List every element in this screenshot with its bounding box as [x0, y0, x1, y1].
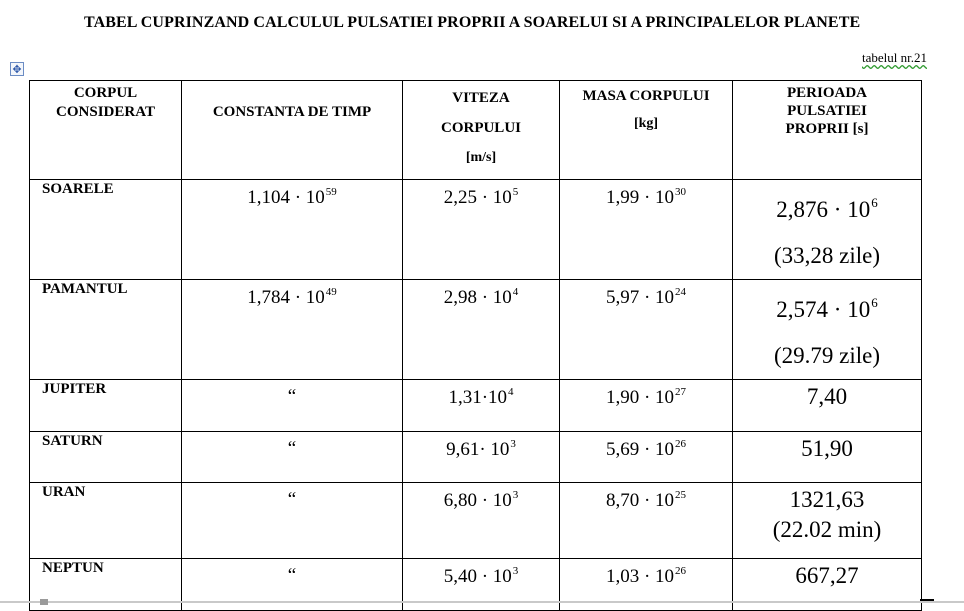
cell-perioada — [733, 180, 922, 280]
mantissa: 5,97 · 10 — [605, 287, 675, 308]
header-line: CORPULUI — [440, 120, 521, 136]
row-name: SATURN — [30, 432, 182, 483]
row-name: PAMANTUL — [30, 280, 182, 380]
header-line: CONSTANTA DE TIMP — [212, 104, 372, 120]
mantissa: 2,876 · 10 — [776, 197, 871, 222]
header-viteza-corpului — [403, 81, 560, 180]
cell-masa — [560, 180, 733, 280]
cell-constanta-ditto: “ — [182, 432, 403, 483]
mantissa: 5,69 · 10 — [605, 439, 675, 460]
exponent: 49 — [325, 286, 337, 298]
table-row — [30, 380, 922, 432]
cell-viteza — [403, 280, 560, 380]
mantissa: 1,03 · 10 — [605, 566, 675, 587]
cell-constanta — [182, 280, 403, 380]
cell-constanta-ditto: “ — [182, 559, 403, 611]
mantissa: 5,40 · 10 — [443, 566, 512, 587]
header-masa-corpului — [560, 81, 733, 180]
cell-masa — [560, 380, 733, 432]
table-header-row — [30, 81, 922, 180]
exponent: 30 — [675, 186, 687, 198]
header-line: PROPRII [s] — [785, 121, 869, 137]
exponent: 6 — [871, 195, 878, 210]
perioada-note: (29.79 zile) — [773, 343, 880, 368]
cell-masa — [560, 280, 733, 380]
mantissa: 2,25 · 10 — [443, 187, 512, 208]
exponent: 3 — [510, 438, 516, 450]
pulsation-table — [29, 80, 922, 611]
mantissa: 6,80 · 10 — [443, 490, 512, 511]
mantissa: 1,99 · 10 — [605, 187, 675, 208]
table-row — [30, 280, 922, 380]
row-name: JUPITER — [30, 380, 182, 432]
perioada-value — [733, 280, 921, 333]
perioada-value: 1321,63 — [789, 487, 865, 512]
table-row — [30, 483, 922, 559]
row-name: SOARELE — [30, 180, 182, 280]
header-constanta-de-timp — [182, 81, 403, 180]
header-line: CONSIDERAT — [56, 104, 155, 120]
exponent: 26 — [675, 565, 687, 577]
exponent: 3 — [512, 489, 519, 501]
cell-masa — [560, 432, 733, 483]
header-corpul-considerat — [30, 81, 182, 180]
cell-perioada: 667,27 — [733, 559, 922, 611]
row-name: NEPTUN — [30, 559, 182, 611]
header-line: VITEZA — [452, 90, 510, 106]
cell-constanta-ditto: “ — [182, 483, 403, 559]
cell-viteza — [403, 432, 560, 483]
ruler-marker — [40, 599, 48, 605]
mantissa: 1,90 · 10 — [605, 387, 675, 408]
cell-perioada — [733, 483, 922, 559]
cell-perioada: 7,40 — [733, 380, 922, 432]
exponent: 4 — [512, 286, 519, 298]
cell-viteza — [403, 483, 560, 559]
exponent: 25 — [675, 489, 687, 501]
table-row — [30, 432, 922, 483]
exponent: 24 — [675, 286, 687, 298]
header-unit: [kg] — [633, 116, 659, 131]
exponent: 26 — [675, 438, 687, 450]
mantissa: 1,31·10 — [448, 387, 508, 408]
exponent: 59 — [325, 186, 337, 198]
mantissa: 1,104 · 10 — [247, 187, 325, 208]
cell-perioada — [733, 280, 922, 380]
header-unit: [m/s] — [465, 150, 497, 165]
header-line: PERIOADA — [786, 85, 867, 101]
exponent: 3 — [512, 565, 519, 577]
exponent: 6 — [871, 295, 878, 310]
table-reference: tabelul nr.21 — [862, 50, 927, 65]
mantissa: 2,98 · 10 — [443, 287, 512, 308]
document-title: TABEL CUPRINZAND CALCULUL PULSATIEI PROPRII A SOARELUI SI A PRINCIPALELOR PLANETE — [84, 14, 861, 31]
table-end-marker — [920, 599, 934, 601]
cell-viteza — [403, 180, 560, 280]
mantissa: 2,574 · 10 — [776, 297, 871, 322]
perioada-value — [733, 180, 921, 233]
move-cross-icon[interactable]: ✥ — [10, 62, 24, 76]
exponent: 4 — [508, 386, 514, 398]
cell-constanta — [182, 180, 403, 280]
mantissa: 9,61· 10 — [446, 439, 510, 460]
mantissa: 8,70 · 10 — [605, 490, 675, 511]
header-line: MASA CORPULUI — [582, 88, 710, 104]
cell-constanta-ditto: “ — [182, 380, 403, 432]
page-bottom-divider — [0, 601, 964, 603]
header-line: CORPUL — [73, 85, 138, 101]
row-name: URAN — [30, 483, 182, 559]
perioada-note: (33,28 zile) — [773, 243, 880, 268]
cell-masa — [560, 483, 733, 559]
table-row — [30, 180, 922, 280]
exponent: 27 — [675, 386, 687, 398]
header-perioada-pulsatiei — [733, 81, 922, 180]
cell-perioada: 51,90 — [733, 432, 922, 483]
perioada-note: (22.02 min) — [772, 517, 882, 542]
header-line: PULSATIEI — [787, 103, 867, 119]
mantissa: 1,784 · 10 — [247, 287, 325, 308]
cell-viteza — [403, 380, 560, 432]
exponent: 5 — [512, 186, 519, 198]
